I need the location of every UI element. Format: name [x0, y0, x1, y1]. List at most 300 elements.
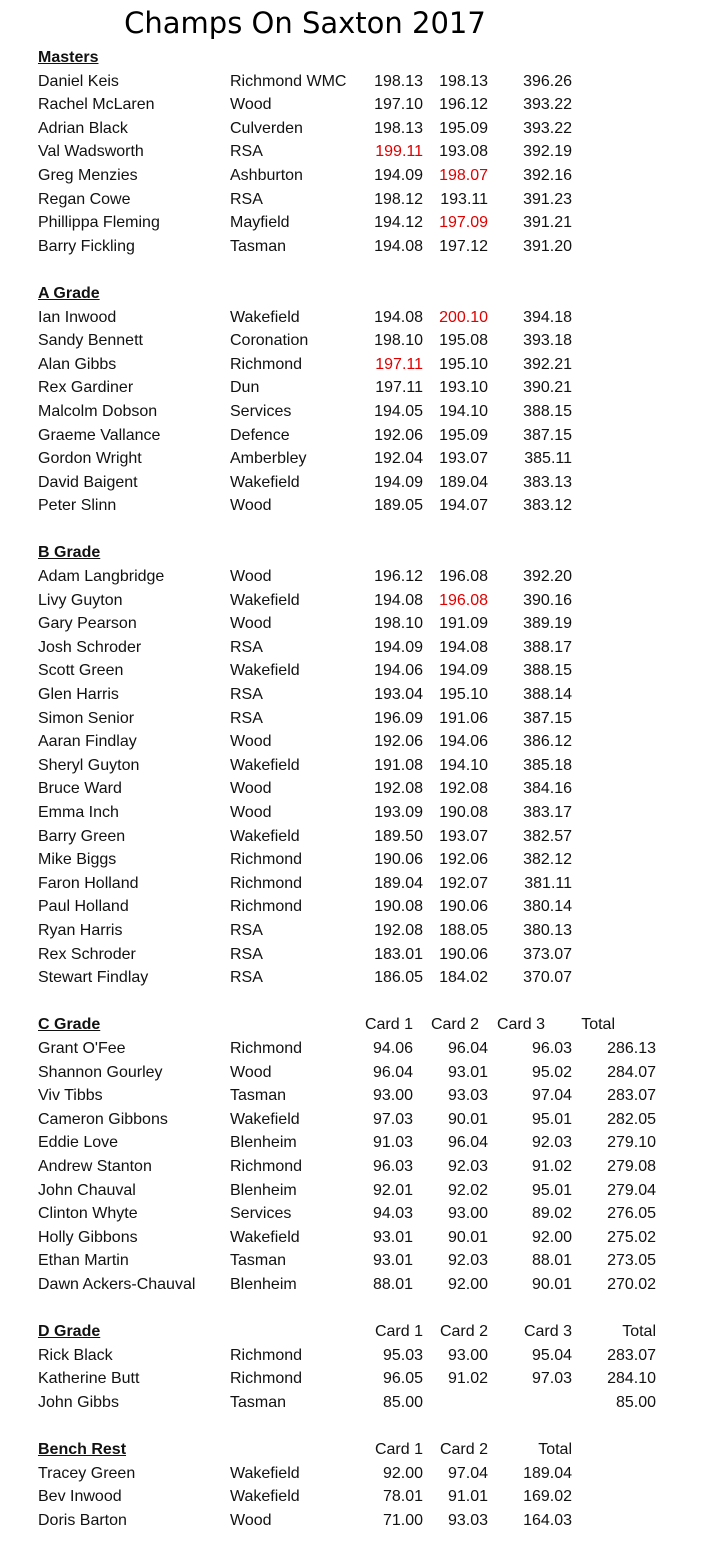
total-score: 270.02	[607, 1275, 656, 1293]
total-score: 383.17	[523, 804, 572, 821]
card-score: 198.07	[439, 166, 488, 184]
card-score: 91.02	[447, 1370, 488, 1388]
table-row	[0, 895, 712, 919]
card-score: 194.08	[374, 308, 423, 326]
club-name: Wakefield	[230, 1488, 300, 1506]
club-name: Blenheim	[230, 1275, 297, 1293]
competitor-name: Rex Gardiner	[38, 379, 134, 397]
club-name: Richmond	[230, 851, 303, 869]
total-score: 393.18	[523, 332, 572, 350]
section-title: Bench Rest	[38, 1441, 127, 1459]
table-row	[0, 188, 712, 212]
section-title: B Grade	[38, 544, 101, 562]
column-header: Card 2	[439, 1441, 488, 1459]
card-score: 92.00	[447, 1275, 488, 1293]
card-score: 189.04	[374, 874, 423, 892]
card-score: 89.02	[531, 1205, 572, 1223]
total-score: 392.20	[523, 568, 572, 586]
card-score: 196.08	[439, 568, 488, 586]
competitor-name: Val Wadsworth	[38, 143, 144, 161]
column-header: Card 1	[364, 1016, 413, 1034]
section-gap	[0, 990, 712, 1014]
card-score: 96.05	[382, 1370, 423, 1388]
club-name: Services	[230, 402, 292, 420]
card-score: 93.00	[372, 1087, 413, 1105]
card-score: 194.12	[374, 214, 423, 232]
competitor-name: John Chauval	[38, 1181, 136, 1199]
card-score: 93.00	[447, 1346, 488, 1364]
competitor-name: Ethan Martin	[38, 1252, 129, 1270]
club-name: Tasman	[230, 1087, 287, 1105]
total-score: 370.07	[523, 969, 572, 987]
table-row	[0, 1155, 712, 1179]
card-score: 88.01	[372, 1275, 413, 1293]
card-score: 93.03	[447, 1511, 488, 1529]
table-row	[0, 872, 712, 896]
card-score: 196.12	[374, 568, 423, 586]
card-score: 97.03	[372, 1110, 413, 1128]
table-row	[0, 1037, 712, 1061]
section-heading	[0, 46, 712, 70]
club-name: Tasman	[230, 1393, 287, 1411]
competitor-name: Stewart Findlay	[38, 969, 149, 987]
section-gap	[0, 258, 712, 282]
total-score: 388.15	[523, 402, 572, 420]
competitor-name: Holly Gibbons	[38, 1228, 138, 1246]
competitor-name: Daniel Keis	[38, 72, 119, 90]
card-score: 193.07	[439, 450, 488, 468]
card-score: 194.08	[374, 591, 423, 609]
card-score: 196.12	[439, 96, 488, 114]
card-score: 191.08	[374, 756, 423, 774]
club-name: Wakefield	[230, 473, 300, 491]
card-score: 194.09	[374, 473, 423, 491]
competitor-name: Ian Inwood	[38, 308, 117, 326]
club-name: Wakefield	[230, 1228, 300, 1246]
card-score: 94.03	[372, 1205, 413, 1223]
card-score: 193.07	[439, 827, 488, 845]
table-row	[0, 659, 712, 683]
club-name: Wood	[230, 780, 272, 798]
section-heading	[0, 282, 712, 306]
total-score: 383.12	[523, 497, 572, 515]
card-score: 195.09	[439, 426, 488, 444]
competitor-name: Aaran Findlay	[38, 733, 137, 751]
column-header: Card 1	[374, 1323, 423, 1341]
table-row	[0, 400, 712, 424]
card-score: 92.03	[531, 1134, 572, 1152]
total-score: 389.19	[523, 615, 572, 633]
table-row	[0, 754, 712, 778]
card-score: 192.06	[374, 733, 423, 751]
table-row	[0, 329, 712, 353]
competitor-name: Peter Slinn	[38, 497, 117, 515]
card-score: 193.04	[374, 686, 423, 704]
table-row	[0, 353, 712, 377]
competitor-name: Bruce Ward	[38, 780, 122, 798]
club-name: Wakefield	[230, 827, 300, 845]
card-score: 95.01	[531, 1110, 572, 1128]
total-score: 393.22	[523, 119, 572, 137]
card-score: 95.04	[531, 1346, 572, 1364]
club-name: Wood	[230, 96, 272, 114]
table-row	[0, 636, 712, 660]
total-score: 388.14	[523, 686, 572, 704]
card-score: 194.09	[374, 166, 423, 184]
table-row	[0, 1249, 712, 1273]
section-gap	[0, 1414, 712, 1438]
table-row	[0, 1084, 712, 1108]
section-title: A Grade	[38, 284, 100, 302]
competitor-name: Tracey Green	[38, 1464, 136, 1482]
card-score: 97.03	[531, 1370, 572, 1388]
table-row	[0, 424, 712, 448]
total-score: 385.18	[523, 756, 572, 774]
table-row	[0, 919, 712, 943]
club-name: Richmond	[230, 1346, 303, 1364]
competitor-name: Viv Tibbs	[38, 1087, 103, 1105]
club-name: Wood	[230, 733, 272, 751]
club-name: Richmond	[230, 1157, 303, 1175]
card-score: 192.08	[374, 780, 423, 798]
total-score: 279.08	[607, 1157, 656, 1175]
card-score: 95.02	[531, 1063, 572, 1081]
club-name: Coronation	[230, 332, 309, 350]
column-header: Total	[622, 1323, 656, 1341]
club-name: Richmond WMC	[230, 72, 347, 90]
card-score: 91.03	[372, 1134, 413, 1152]
club-name: Richmond	[230, 898, 303, 916]
page-title: Champs On Saxton 2017	[124, 6, 486, 40]
table-row	[0, 707, 712, 731]
card-score: 197.09	[439, 214, 488, 232]
club-name: Wakefield	[230, 662, 300, 680]
card-score: 88.01	[531, 1252, 572, 1270]
table-row	[0, 447, 712, 471]
card-score: 192.08	[439, 780, 488, 798]
card-score: 90.01	[447, 1228, 488, 1246]
card-score: 195.10	[439, 355, 488, 373]
table-row	[0, 211, 712, 235]
club-name: Amberbley	[230, 450, 307, 468]
total-score: 391.21	[523, 214, 572, 232]
card-score: 71.00	[382, 1511, 423, 1529]
card-score: 198.10	[374, 332, 423, 350]
competitor-name: Eddie Love	[38, 1134, 119, 1152]
competitor-name: Grant O'Fee	[38, 1039, 126, 1057]
card-score: 194.07	[439, 497, 488, 515]
total-score: 279.10	[607, 1134, 656, 1152]
table-row	[0, 589, 712, 613]
club-name: Wood	[230, 568, 272, 586]
table-row	[0, 1202, 712, 1226]
total-score: 391.23	[523, 190, 572, 208]
total-score: 387.15	[523, 709, 572, 727]
card-score: 194.08	[374, 237, 423, 255]
club-name: Richmond	[230, 1039, 303, 1057]
card-score: 95.01	[531, 1181, 572, 1199]
competitor-name: Sheryl Guyton	[38, 756, 140, 774]
card-score: 190.06	[374, 851, 423, 869]
card-score: 192.06	[439, 851, 488, 869]
card-score: 93.01	[372, 1228, 413, 1246]
section-heading	[0, 1438, 712, 1462]
table-row	[0, 777, 712, 801]
club-name: RSA	[230, 638, 263, 656]
card-score: 90.01	[531, 1275, 572, 1293]
competitor-name: Paul Holland	[38, 898, 129, 916]
table-row	[0, 376, 712, 400]
card-score: 190.08	[374, 898, 423, 916]
table-row	[0, 1179, 712, 1203]
card-score: 93.01	[372, 1252, 413, 1270]
club-name: Services	[230, 1205, 292, 1223]
competitor-name: Simon Senior	[38, 709, 135, 727]
total-score: 394.18	[523, 308, 572, 326]
card-score: 197.10	[374, 96, 423, 114]
club-name: RSA	[230, 921, 263, 939]
total-score: 385.11	[524, 450, 572, 468]
card-score: 78.01	[382, 1488, 423, 1506]
card-score: 93.00	[447, 1205, 488, 1223]
competitor-name: Livy Guyton	[38, 591, 123, 609]
table-row	[0, 943, 712, 967]
total-score: 390.16	[523, 591, 572, 609]
card-score: 192.07	[439, 874, 488, 892]
card-score: 194.06	[439, 733, 488, 751]
total-score: 373.07	[523, 945, 572, 963]
club-name: Wakefield	[230, 591, 300, 609]
competitor-name: Greg Menzies	[38, 166, 138, 184]
competitor-name: Doris Barton	[38, 1511, 127, 1529]
card-score: 91.02	[531, 1157, 572, 1175]
total-score: 392.19	[523, 143, 572, 161]
column-header: Card 2	[439, 1323, 488, 1341]
table-row	[0, 1226, 712, 1250]
card-score: 190.06	[439, 945, 488, 963]
table-row	[0, 1108, 712, 1132]
total-score: 391.20	[523, 237, 572, 255]
competitor-name: Rachel McLaren	[38, 96, 155, 114]
card-score: 198.13	[374, 119, 423, 137]
card-score: 186.05	[374, 969, 423, 987]
card-score: 92.03	[447, 1252, 488, 1270]
card-score: 196.09	[374, 709, 423, 727]
competitor-name: Clinton Whyte	[38, 1205, 138, 1223]
total-score: 169.02	[523, 1488, 572, 1506]
total-score: 382.57	[523, 827, 572, 845]
total-score: 390.21	[523, 379, 572, 397]
competitor-name: Barry Fickling	[38, 237, 135, 255]
club-name: Blenheim	[230, 1181, 297, 1199]
club-name: Wakefield	[230, 756, 300, 774]
card-score: 196.08	[439, 591, 488, 609]
table-row	[0, 235, 712, 259]
total-score: 282.05	[607, 1110, 656, 1128]
competitor-name: Katherine Butt	[38, 1370, 140, 1388]
competitor-name: Gary Pearson	[38, 615, 137, 633]
card-score: 189.50	[374, 827, 423, 845]
total-score: 380.14	[523, 898, 572, 916]
table-row	[0, 730, 712, 754]
table-row	[0, 306, 712, 330]
table-row	[0, 683, 712, 707]
club-name: Ashburton	[230, 166, 303, 184]
card-score: 191.09	[439, 615, 488, 633]
table-row	[0, 1485, 712, 1509]
competitor-name: Barry Green	[38, 827, 126, 845]
competitor-name: Dawn Ackers-Chauval	[38, 1275, 196, 1293]
card-score: 194.10	[439, 756, 488, 774]
total-score: 275.02	[607, 1228, 656, 1246]
card-score: 193.11	[440, 190, 488, 208]
competitor-name: David Baigent	[38, 473, 138, 491]
card-score: 96.04	[372, 1063, 413, 1081]
section-heading	[0, 541, 712, 565]
card-score: 90.01	[447, 1110, 488, 1128]
competitor-name: Phillippa Fleming	[38, 214, 160, 232]
competitor-name: Rex Schroder	[38, 945, 136, 963]
total-score: 393.22	[523, 96, 572, 114]
table-row	[0, 494, 712, 518]
card-score: 192.08	[374, 921, 423, 939]
table-row	[0, 801, 712, 825]
total-score: 279.04	[607, 1181, 656, 1199]
total-score: 396.26	[523, 72, 572, 90]
club-name: RSA	[230, 945, 263, 963]
card-score: 194.08	[439, 638, 488, 656]
competitor-name: Andrew Stanton	[38, 1157, 152, 1175]
table-row	[0, 164, 712, 188]
card-score: 192.06	[374, 426, 423, 444]
club-name: Blenheim	[230, 1134, 297, 1152]
competitor-name: Gordon Wright	[38, 450, 142, 468]
club-name: Dun	[230, 379, 260, 397]
section-title: Masters	[38, 49, 99, 66]
table-row	[0, 117, 712, 141]
total-score: 380.13	[523, 921, 572, 939]
competitor-name: Sandy Bennett	[38, 332, 143, 350]
club-name: Richmond	[230, 1370, 303, 1388]
card-score: 188.05	[439, 921, 488, 939]
club-name: Wakefield	[230, 1110, 300, 1128]
column-header: Total	[538, 1441, 572, 1459]
card-score: 197.11	[375, 379, 423, 397]
card-score: 194.09	[439, 662, 488, 680]
total-score: 392.16	[523, 166, 572, 184]
competitor-name: Scott Green	[38, 662, 124, 680]
card-score: 194.06	[374, 662, 423, 680]
competitor-name: Josh Schroder	[38, 638, 142, 656]
total-score: 283.07	[607, 1087, 656, 1105]
table-row	[0, 966, 712, 990]
card-score: 85.00	[382, 1393, 423, 1411]
table-row	[0, 93, 712, 117]
card-score: 191.06	[439, 709, 488, 727]
card-score: 96.04	[447, 1039, 488, 1057]
table-row	[0, 70, 712, 94]
table-row	[0, 1367, 712, 1391]
card-score: 195.08	[439, 332, 488, 350]
club-name: Wood	[230, 1063, 272, 1081]
total-score: 392.21	[523, 355, 572, 373]
table-row	[0, 1273, 712, 1297]
card-score: 195.10	[439, 686, 488, 704]
card-score: 93.03	[447, 1087, 488, 1105]
column-header: Card 3	[523, 1323, 572, 1341]
club-name: Richmond	[230, 355, 303, 373]
card-score: 190.06	[439, 898, 488, 916]
club-name: RSA	[230, 143, 263, 161]
card-score: 97.04	[447, 1464, 488, 1482]
card-score: 92.01	[372, 1181, 413, 1199]
club-name: Defence	[230, 426, 290, 444]
card-score: 93.01	[447, 1063, 488, 1081]
card-score: 92.00	[382, 1464, 423, 1482]
card-score: 189.04	[439, 473, 488, 491]
table-row	[0, 1131, 712, 1155]
table-row	[0, 1462, 712, 1486]
club-name: Wakefield	[230, 1464, 300, 1482]
competitor-name: Rick Black	[38, 1346, 113, 1364]
results-sheet	[0, 46, 712, 1532]
total-score: 384.16	[523, 780, 572, 798]
card-score: 193.08	[439, 143, 488, 161]
card-score: 190.08	[439, 804, 488, 821]
card-score: 189.05	[374, 497, 423, 515]
table-row	[0, 1061, 712, 1085]
total-score: 381.11	[524, 874, 572, 892]
club-name: Wood	[230, 497, 272, 515]
total-score: 189.04	[523, 1464, 572, 1482]
card-score: 96.03	[531, 1039, 572, 1057]
section-heading	[0, 1013, 712, 1037]
club-name: RSA	[230, 969, 263, 987]
card-score: 197.11	[375, 355, 423, 373]
competitor-name: Alan Gibbs	[38, 355, 117, 373]
club-name: Wood	[230, 1511, 272, 1529]
competitor-name: Shannon Gourley	[38, 1063, 163, 1081]
total-score: 164.03	[523, 1511, 572, 1529]
total-score: 85.00	[615, 1393, 656, 1411]
section-gap	[0, 518, 712, 542]
table-row	[0, 825, 712, 849]
club-name: Wood	[230, 615, 272, 633]
competitor-name: Emma Inch	[38, 804, 119, 821]
card-score: 94.06	[372, 1039, 413, 1057]
competitor-name: Regan Cowe	[38, 190, 131, 208]
club-name: Wood	[230, 804, 272, 821]
table-row	[0, 565, 712, 589]
column-header: Card 2	[430, 1016, 479, 1034]
total-score: 276.05	[607, 1205, 656, 1223]
card-score: 92.03	[447, 1157, 488, 1175]
section-gap	[0, 1296, 712, 1320]
table-row	[0, 140, 712, 164]
competitor-name: Mike Biggs	[38, 851, 117, 869]
card-score: 194.09	[374, 638, 423, 656]
club-name: RSA	[230, 686, 263, 704]
card-score: 92.00	[531, 1228, 572, 1246]
column-header: Card 3	[496, 1016, 545, 1034]
table-row	[0, 471, 712, 495]
card-score: 198.10	[374, 615, 423, 633]
table-row	[0, 1344, 712, 1368]
column-header: Total	[581, 1016, 615, 1034]
total-score: 273.05	[607, 1252, 656, 1270]
total-score: 388.15	[523, 662, 572, 680]
total-score: 388.17	[523, 638, 572, 656]
